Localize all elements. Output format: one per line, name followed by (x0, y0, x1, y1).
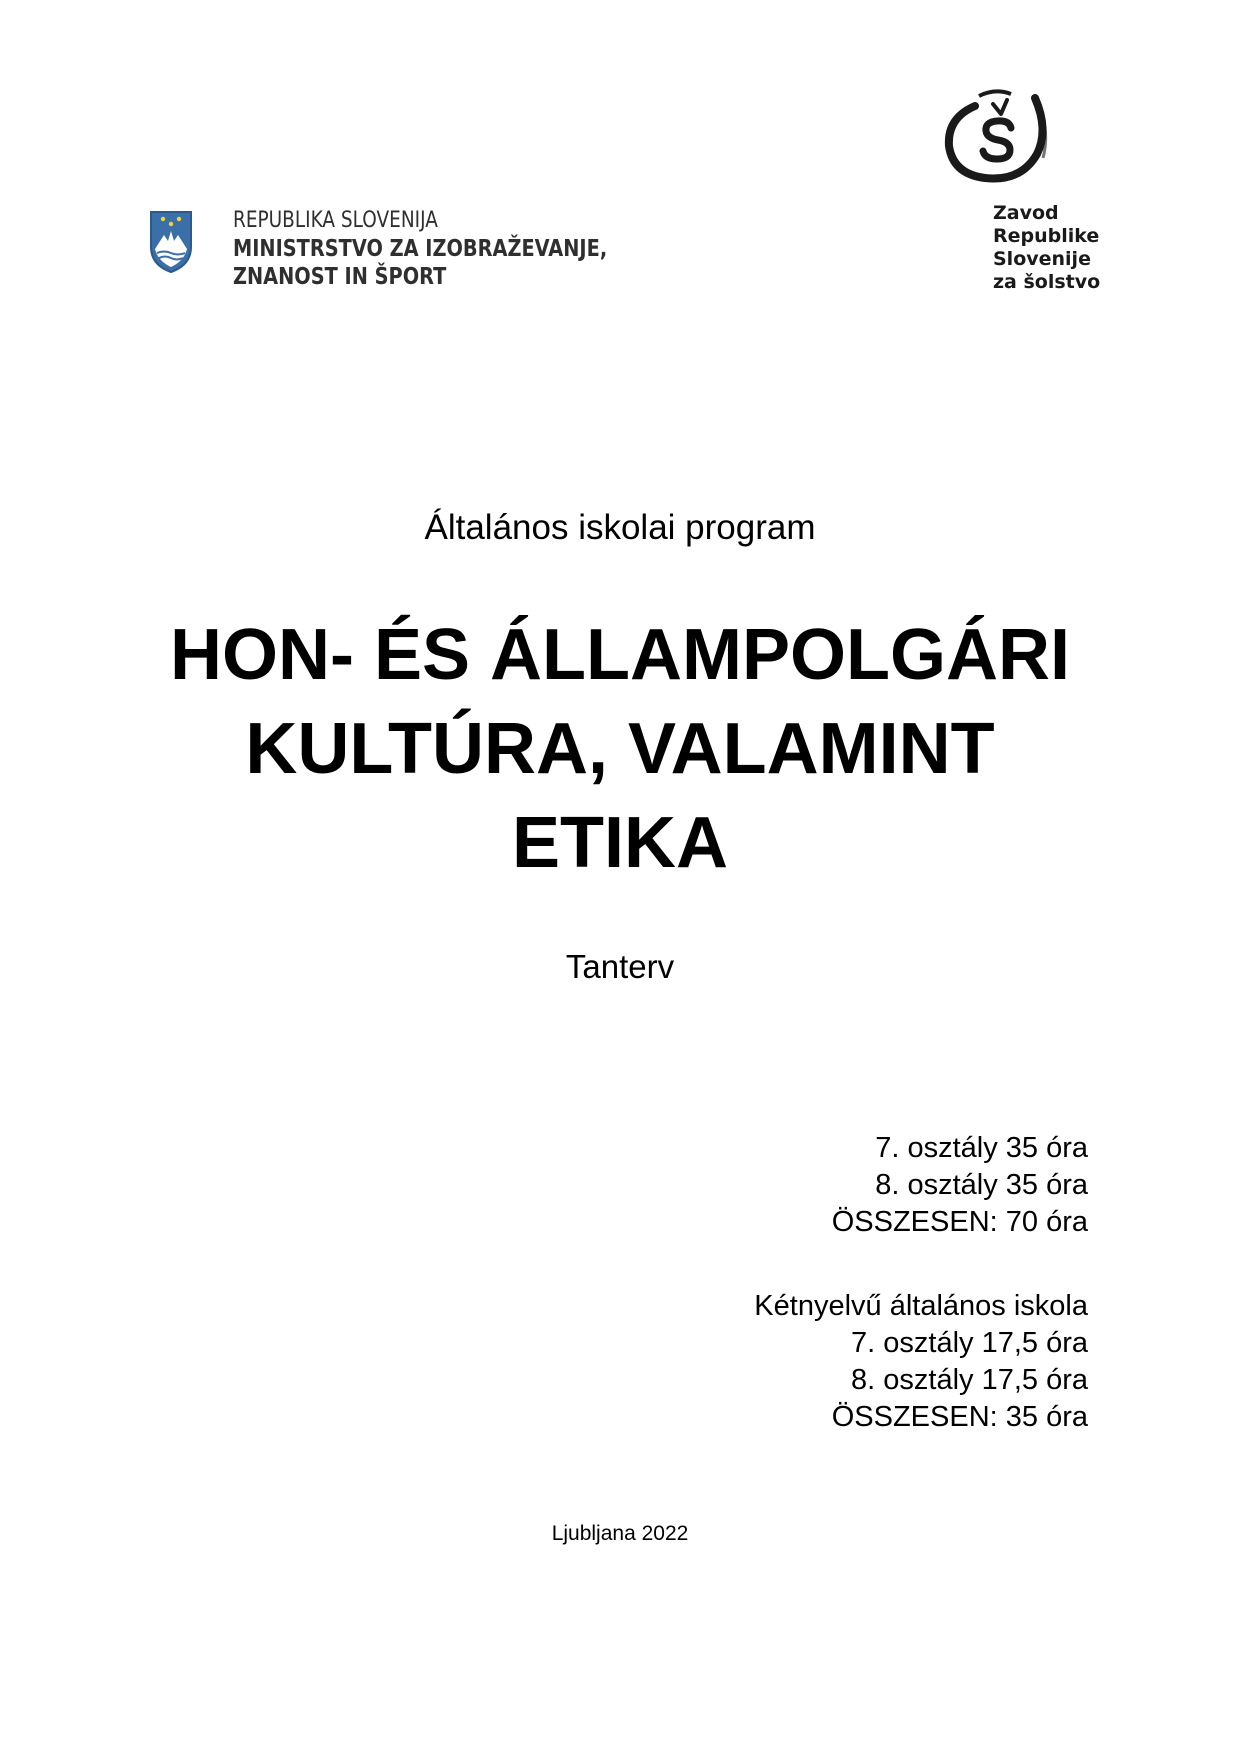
zavod-name (993, 202, 1100, 294)
document-title-line: HON- ÉS ÁLLAMPOLGÁRI (170, 615, 1070, 695)
hours-line: 8. osztály 17,5 óra (851, 1364, 1088, 1396)
program-label: Általános iskolai program (424, 508, 816, 547)
hours-line: 8. osztály 35 óra (875, 1169, 1088, 1201)
zavod-name-line: Slovenije (993, 248, 1091, 270)
hours-total: ÖSSZESEN: 35 óra (831, 1401, 1088, 1433)
zavod-s-arrow-logo-icon (935, 78, 1060, 203)
document-title (0, 608, 1240, 890)
document-title-line: ETIKA (512, 803, 728, 883)
zavod-logo (935, 78, 1115, 303)
zavod-name-line: Republike (993, 225, 1100, 247)
hours-line: 7. osztály 35 óra (875, 1132, 1088, 1164)
bilingual-school-label: Kétnyelvű általános iskola (754, 1290, 1088, 1322)
hours-summary-regular (832, 1130, 1088, 1241)
document-subtitle: Tanterv (565, 948, 675, 985)
ministry-country-name: REPUBLIKA SLOVENIJA (233, 208, 438, 233)
hours-summary-bilingual (754, 1288, 1088, 1436)
zavod-name-line: Zavod (993, 202, 1059, 224)
ministry-name-line2: ZNANOST IN ŠPORT (233, 264, 447, 290)
ministry-name-line1: MINISTRSTVO ZA IZOBRAŽEVANJE, (233, 236, 608, 262)
ministry-logo (148, 205, 708, 305)
slovenia-coat-of-arms-icon (148, 209, 194, 275)
zavod-name-line: za šolstvo (993, 271, 1101, 293)
document-title-line: KULTÚRA, VALAMINT (245, 709, 995, 789)
hours-line: 7. osztály 17,5 óra (851, 1327, 1088, 1359)
hours-total: ÖSSZESEN: 70 óra (831, 1206, 1088, 1238)
place-and-year: Ljubljana 2022 (551, 1522, 689, 1545)
